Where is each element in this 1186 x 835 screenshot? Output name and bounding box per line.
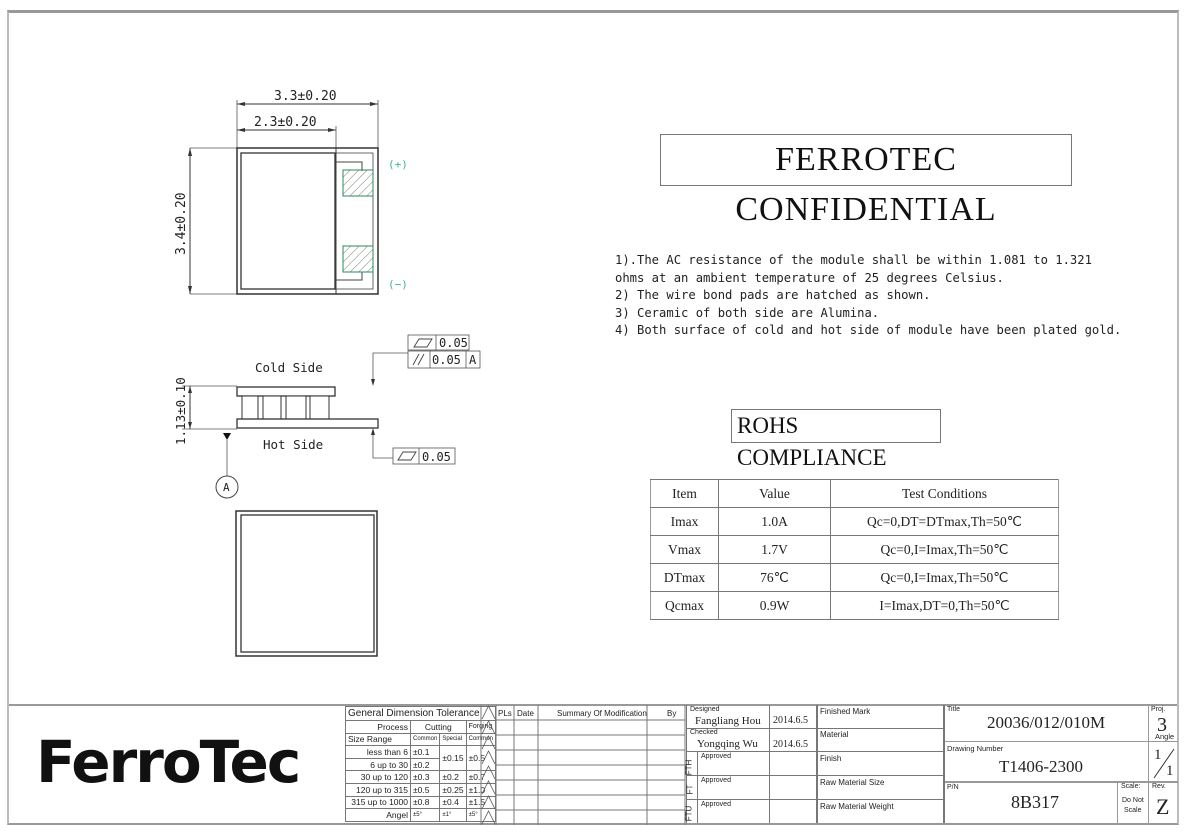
forging-label: Forging [466, 721, 495, 734]
negative-pad [343, 246, 373, 272]
tol-cell: ±1.0 [466, 783, 495, 796]
title-label: Title [947, 706, 960, 713]
cell-conditions: Qc=0,I=Imax,Th=50℃ [831, 536, 1059, 564]
date-label: Date [517, 709, 534, 718]
tol-cell: ±0.2 [440, 771, 466, 784]
revision-triangle-icons [482, 706, 495, 824]
tol-cell: ±0.8 [411, 796, 440, 809]
cell-item: DTmax [651, 564, 719, 592]
tol-cell: ±0.5 [466, 746, 495, 771]
cold-side-label: Cold Side [255, 360, 323, 375]
checked-label: Checked [690, 729, 718, 736]
flatness-bottom-value: 0.05 [422, 450, 451, 464]
signoff-block [686, 705, 817, 823]
sheet-number: 1 [1154, 747, 1162, 763]
table-row [651, 592, 1059, 620]
cell-item: Imax [651, 508, 719, 536]
rev-value: Z [1156, 794, 1170, 819]
cell-value: 0.9W [719, 592, 831, 620]
top-view-drawing [160, 80, 440, 310]
scale-value-line2: Scale [1124, 807, 1142, 814]
cell-item: Vmax [651, 536, 719, 564]
fth-label: FTH [684, 759, 694, 776]
scale-value-line1: Do Not [1122, 797, 1144, 804]
general-tolerance-table [345, 706, 496, 822]
tol-cell: ±0.25 [440, 783, 466, 796]
tol-cell: ±5° [466, 809, 495, 822]
proj-value: 3 [1157, 714, 1167, 736]
parallelism-datum: A [469, 353, 477, 367]
bottom-view-drawing [200, 505, 400, 670]
cell-value: 1.0A [719, 508, 831, 536]
checked-by: Yongqing Wu [697, 738, 758, 750]
pn-label: P/N [947, 784, 959, 791]
tol-cell: ±0.2 [411, 758, 440, 771]
summary-label: Summary Of Modification [557, 709, 647, 718]
raw-material-weight-label: Raw Material Weight [820, 802, 894, 811]
side-view-drawing [160, 330, 490, 510]
height-dim: 3.4±0.20 [174, 192, 189, 255]
note-line: ohms at an ambient temperature of 25 degrees Celsius. [615, 270, 1004, 285]
pn-value: 8B317 [1011, 792, 1060, 812]
cell-conditions: I=Imax,DT=0,Th=50℃ [831, 592, 1059, 620]
rev-label: Rev. [1152, 783, 1166, 790]
range-cell: 120 up to 315 [346, 783, 411, 796]
scale-label: Scale: [1121, 783, 1141, 790]
angle-label: Angle [1155, 732, 1175, 741]
parallelism-value: 0.05 [432, 353, 461, 367]
tolerance-title: General Dimension Tolerance [346, 707, 496, 721]
table-row [651, 508, 1059, 536]
header-test-conditions: Test Conditions [831, 480, 1059, 508]
header-item: Item [651, 480, 719, 508]
tol-cell: ±0.1 [411, 746, 440, 759]
process-label: Process [346, 721, 411, 734]
tol-cell: ±5° [411, 809, 440, 822]
forging-common-label: Common [466, 733, 495, 746]
cell-value: 1.7V [719, 536, 831, 564]
range-cell: 315 up to 1000 [346, 796, 411, 809]
notes-block [615, 252, 1121, 340]
cell-value: 76℃ [719, 564, 831, 592]
title-value: 20036/012/010M [987, 713, 1106, 732]
tol-cell: ±1° [440, 809, 466, 822]
range-cell: 6 up to 30 [346, 758, 411, 771]
negative-label: (−) [388, 278, 408, 291]
sheet-fraction-slash-icon [1150, 745, 1178, 781]
raw-material-size-label: Raw Material Size [820, 778, 885, 787]
sheet-total: 1 [1166, 763, 1174, 779]
positive-pad [343, 170, 373, 196]
cutting-common-label: Common [411, 733, 440, 746]
checked-date: 2014.6.5 [773, 739, 808, 750]
cutting-label: Cutting [411, 721, 467, 734]
by-label: By [667, 709, 677, 718]
ftu-label: FTU [684, 805, 694, 822]
inner-width-dim: 2.3±0.20 [254, 115, 317, 130]
note-line: 1).The AC resistance of the module shall be within 1.081 to 1.321 [615, 253, 1092, 267]
range-cell: 30 up to 120 [346, 771, 411, 784]
confidential-banner: FERROTEC CONFIDENTIAL [660, 134, 1072, 186]
cell-conditions: Qc=0,I=Imax,Th=50℃ [831, 564, 1059, 592]
revision-grid [480, 705, 686, 825]
hot-side-label: Hot Side [263, 437, 324, 452]
range-cell: Angel [346, 809, 411, 822]
approved-ft-label: Approved [701, 777, 731, 784]
cell-conditions: Qc=0,DT=DTmax,Th=50℃ [831, 508, 1059, 536]
flatness-top-value: 0.05 [439, 336, 468, 350]
finished-mark-label: Finished Mark [820, 707, 871, 716]
table-row [651, 564, 1059, 592]
thickness-dim: 1.13±0.10 [173, 377, 188, 445]
table-header-row [651, 480, 1059, 508]
size-range-label: Size Range [346, 733, 411, 746]
finish-label: Finish [820, 754, 842, 763]
proj-label: Proj. [1151, 706, 1166, 713]
positive-label: (+) [388, 158, 408, 171]
overall-width-dim: 3.3±0.20 [274, 89, 337, 104]
drawing-number-label: Drawing Number [947, 744, 1004, 753]
approved-fth-label: Approved [701, 753, 731, 760]
ft-label: FT [685, 784, 695, 795]
datum-a-label: A [223, 481, 230, 494]
tol-cell: ±0.15 [440, 746, 466, 771]
ferrotec-logo: FerroTec [36, 728, 300, 796]
header-value: Value [719, 480, 831, 508]
rohs-compliance-label: ROHS COMPLIANCE [731, 409, 941, 443]
tol-cell: ±1.5 [466, 796, 495, 809]
range-cell: less than 6 [346, 746, 411, 759]
pls-label: PLs [498, 709, 512, 718]
table-row [651, 536, 1059, 564]
material-block [817, 705, 944, 823]
tol-cell: ±0.3 [411, 771, 440, 784]
spec-table [650, 479, 1059, 620]
note-line: 2) The wire bond pads are hatched as shown. [615, 288, 931, 303]
designed-label: Designed [690, 706, 720, 713]
material-label: Material [820, 730, 849, 739]
cell-item: Qcmax [651, 592, 719, 620]
tol-cell: ±0.5 [411, 783, 440, 796]
note-line: 4) Both surface of cold and hot side of module have been plated gold. [615, 323, 1122, 338]
drawing-number-value: T1406-2300 [999, 757, 1084, 776]
designed-date: 2014.6.5 [773, 715, 808, 726]
note-line: 3) Ceramic of both side are Alumina. [615, 305, 880, 320]
tol-cell: ±0.4 [440, 796, 466, 809]
designed-by: Fangliang Hou [695, 715, 761, 727]
approved-ftu-label: Approved [701, 801, 731, 808]
cutting-special-label: Special [440, 733, 466, 746]
tol-cell: ±0.7 [466, 771, 495, 784]
drawing-info-block [944, 705, 1177, 823]
